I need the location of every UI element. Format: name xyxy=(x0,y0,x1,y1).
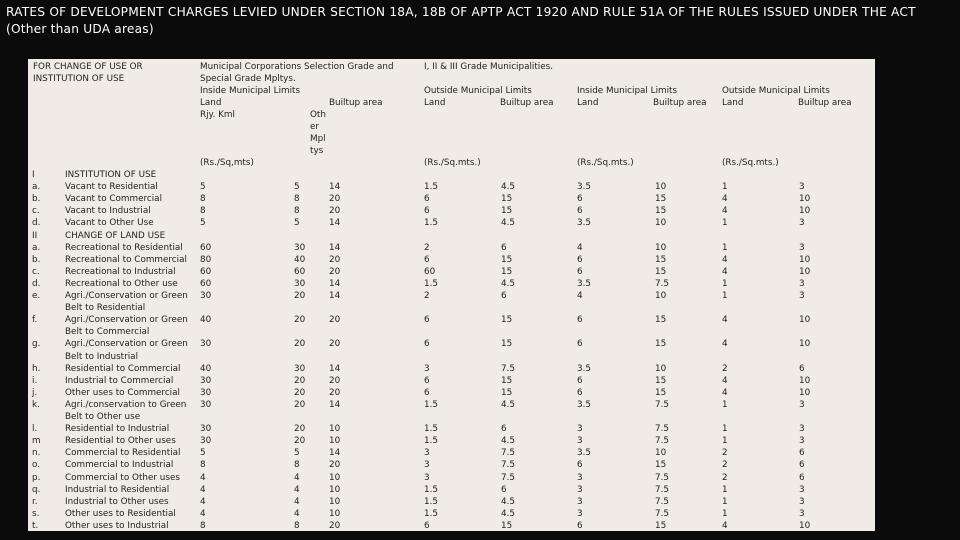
inside-builtup: 7.5 xyxy=(655,278,669,289)
row-index: f. xyxy=(32,315,38,326)
row-description: Vacant to Commercial xyxy=(65,194,163,205)
outside-land-2: 1 xyxy=(722,242,728,253)
row-index: e. xyxy=(32,291,41,301)
inside-land: 6 xyxy=(577,206,583,217)
rate-rjy-kml: 60 xyxy=(200,242,212,253)
outside-land-2: 1 xyxy=(722,218,728,229)
rate-builtup: 20 xyxy=(329,315,341,326)
inside-land: 6 xyxy=(577,266,583,277)
inside-land: 3 xyxy=(577,424,583,435)
rate-builtup: 20 xyxy=(329,266,341,277)
rate-other-mpltys: 8 xyxy=(294,206,300,217)
outside-builtup-2: 3 xyxy=(799,182,805,193)
header-unit-1: (Rs./Sq,mts) xyxy=(200,158,254,168)
outside-builtup-2: 3 xyxy=(799,242,805,253)
inside-land: 3 xyxy=(577,508,583,519)
header-inside-limits: Inside Municipal Limits xyxy=(200,86,301,96)
outside-land-2: 1 xyxy=(722,424,728,435)
row-description: INSTITUTION OF USE xyxy=(65,170,157,180)
outside-builtup-2: 10 xyxy=(799,266,811,277)
outside-land-1: 3 xyxy=(424,363,430,374)
outside-builtup-1: 6 xyxy=(501,484,507,495)
outside-builtup-1: 4.5 xyxy=(501,218,515,229)
rate-rjy-kml: 60 xyxy=(200,278,212,289)
outside-builtup-1: 15 xyxy=(501,315,513,326)
outside-land-2: 1 xyxy=(722,291,728,301)
inside-builtup: 15 xyxy=(655,315,667,326)
outside-land-1: 6 xyxy=(424,315,430,326)
row-description: CHANGE OF LAND USE xyxy=(65,230,166,241)
outside-land-1: 3 xyxy=(424,460,430,471)
outside-land-1: 1.5 xyxy=(424,278,438,289)
inside-land: 4 xyxy=(577,242,583,253)
outside-builtup-1: 4.5 xyxy=(501,508,515,519)
row-description: Agri./Conservation or Green xyxy=(65,339,188,350)
row-description: Vacant to Industrial xyxy=(65,206,151,217)
rate-other-mpltys: 30 xyxy=(294,242,306,253)
header-land-3: Land xyxy=(577,98,599,108)
row-index: c. xyxy=(32,266,40,277)
row-index: o. xyxy=(32,460,41,471)
rate-builtup: 20 xyxy=(329,206,341,217)
header-er: er xyxy=(310,122,320,132)
rate-rjy-kml: 30 xyxy=(200,291,212,301)
row-index: b. xyxy=(32,254,41,265)
rate-builtup: 14 xyxy=(329,363,341,374)
outside-land-1: 6 xyxy=(424,194,430,205)
header-land: Land xyxy=(200,98,222,108)
rate-rjy-kml: 5 xyxy=(200,218,206,229)
outside-builtup-1: 6 xyxy=(501,424,507,435)
outside-land-1: 1.5 xyxy=(424,182,438,193)
inside-builtup: 7.5 xyxy=(655,484,669,495)
rate-other-mpltys: 20 xyxy=(294,375,306,386)
inside-land: 6 xyxy=(577,387,583,398)
rate-other-mpltys: 4 xyxy=(294,484,300,495)
outside-land-2: 1 xyxy=(722,182,728,193)
rates-table xyxy=(28,59,875,531)
outside-land-2: 1 xyxy=(722,399,728,410)
rate-rjy-kml: 30 xyxy=(200,436,212,447)
row-description: Other uses to Commercial xyxy=(65,387,180,398)
inside-builtup: 15 xyxy=(655,254,667,265)
inside-builtup: 15 xyxy=(655,266,667,277)
rate-rjy-kml: 80 xyxy=(200,254,212,265)
inside-land: 3 xyxy=(577,472,583,483)
rate-rjy-kml: 60 xyxy=(200,266,212,277)
inside-builtup: 10 xyxy=(655,448,667,459)
outside-land-1: 60 xyxy=(424,266,436,277)
outside-builtup-1: 7.5 xyxy=(501,448,515,459)
outside-builtup-2: 3 xyxy=(799,399,805,410)
outside-builtup-1: 7.5 xyxy=(501,363,515,374)
outside-land-1: 6 xyxy=(424,375,430,386)
rate-other-mpltys: 4 xyxy=(294,472,300,483)
outside-land-2: 1 xyxy=(722,496,728,507)
rate-builtup: 20 xyxy=(329,339,341,350)
inside-builtup: 7.5 xyxy=(655,399,669,410)
rate-builtup: 10 xyxy=(329,472,341,483)
header-unit-3: (Rs./Sq.mts.) xyxy=(577,158,634,168)
rate-builtup: 20 xyxy=(329,387,341,398)
outside-land-1: 6 xyxy=(424,206,430,217)
outside-land-1: 2 xyxy=(424,291,430,301)
header-unit-4: (Rs./Sq.mts.) xyxy=(722,158,779,168)
header-corporations-line1: Municipal Corporations Selection Grade and xyxy=(200,62,394,72)
rate-other-mpltys: 20 xyxy=(294,424,306,435)
inside-builtup: 10 xyxy=(655,242,667,253)
inside-builtup: 15 xyxy=(655,520,667,531)
outside-builtup-1: 4.5 xyxy=(501,436,515,447)
row-description: Belt to Commercial xyxy=(65,327,150,338)
rate-builtup: 10 xyxy=(329,424,341,435)
row-description: Other uses to Residential xyxy=(65,508,176,519)
outside-builtup-1: 15 xyxy=(501,520,513,531)
inside-builtup: 15 xyxy=(655,387,667,398)
rate-rjy-kml: 4 xyxy=(200,484,206,495)
outside-land-2: 4 xyxy=(722,387,728,398)
outside-land-2: 4 xyxy=(722,375,728,386)
rate-builtup: 10 xyxy=(329,436,341,447)
rate-builtup: 14 xyxy=(329,278,341,289)
header-rjy-kml: Rjy. Kml xyxy=(200,110,235,120)
outside-builtup-2: 6 xyxy=(799,448,805,459)
rate-other-mpltys: 30 xyxy=(294,278,306,289)
rate-other-mpltys: 8 xyxy=(294,194,300,205)
row-description: Residential to Other uses xyxy=(65,436,176,447)
rate-rjy-kml: 4 xyxy=(200,472,206,483)
rate-builtup: 14 xyxy=(329,182,341,193)
rate-rjy-kml: 30 xyxy=(200,339,212,350)
header-oth: Oth xyxy=(310,110,326,120)
rate-rjy-kml: 8 xyxy=(200,520,206,531)
outside-land-1: 1.5 xyxy=(424,484,438,495)
rate-rjy-kml: 8 xyxy=(200,460,206,471)
row-description: Commercial to Industrial xyxy=(65,460,174,471)
rate-other-mpltys: 60 xyxy=(294,266,306,277)
rate-rjy-kml: 30 xyxy=(200,375,212,386)
header-corporations-line2: Special Grade Mpltys. xyxy=(200,74,296,84)
rate-builtup: 10 xyxy=(329,484,341,495)
row-index: i. xyxy=(32,375,38,386)
row-description: Residential to Commercial xyxy=(65,363,181,374)
outside-builtup-1: 15 xyxy=(501,339,513,350)
inside-builtup: 10 xyxy=(655,182,667,193)
row-index: r. xyxy=(32,496,38,507)
row-index: s. xyxy=(32,508,40,519)
row-index: I xyxy=(32,170,35,180)
row-index: h. xyxy=(32,363,41,374)
rate-other-mpltys: 5 xyxy=(294,218,300,229)
header-builtup-2: Builtup area xyxy=(500,98,554,108)
row-description: Recreational to Other use xyxy=(65,278,178,289)
row-index: t. xyxy=(32,520,39,531)
inside-land: 3 xyxy=(577,496,583,507)
row-description: Industrial to Other uses xyxy=(65,496,169,507)
rate-builtup: 20 xyxy=(329,254,341,265)
header-use-type: FOR CHANGE OF USE OR INSTITUTION OF USE xyxy=(33,62,143,84)
rate-rjy-kml: 4 xyxy=(200,508,206,519)
outside-builtup-1: 4.5 xyxy=(501,496,515,507)
outside-land-2: 4 xyxy=(722,206,728,217)
row-index: II xyxy=(32,230,38,241)
inside-builtup: 15 xyxy=(655,339,667,350)
row-description: Other uses to Industrial xyxy=(65,520,169,531)
rate-other-mpltys: 20 xyxy=(294,339,306,350)
rate-builtup: 20 xyxy=(329,460,341,471)
rate-other-mpltys: 4 xyxy=(294,508,300,519)
outside-builtup-2: 3 xyxy=(799,291,805,301)
inside-land: 6 xyxy=(577,194,583,205)
row-description: Recreational to Residential xyxy=(65,242,183,253)
outside-builtup-2: 3 xyxy=(799,508,805,519)
outside-land-1: 6 xyxy=(424,339,430,350)
outside-builtup-1: 15 xyxy=(501,266,513,277)
row-description: Vacant to Residential xyxy=(65,182,158,193)
rate-builtup: 10 xyxy=(329,508,341,519)
inside-land: 3 xyxy=(577,436,583,447)
row-index: m xyxy=(32,436,41,447)
row-description: Recreational to Industrial xyxy=(65,266,176,277)
rate-rjy-kml: 8 xyxy=(200,194,206,205)
inside-builtup: 10 xyxy=(655,218,667,229)
rate-rjy-kml: 8 xyxy=(200,206,206,217)
outside-builtup-1: 4.5 xyxy=(501,399,515,410)
row-index: a. xyxy=(32,182,41,193)
header-outside-limits-2: Outside Municipal Limits xyxy=(722,86,830,96)
inside-builtup: 15 xyxy=(655,194,667,205)
inside-builtup: 10 xyxy=(655,291,667,301)
inside-land: 3.5 xyxy=(577,278,591,289)
rate-other-mpltys: 20 xyxy=(294,436,306,447)
rate-builtup: 14 xyxy=(329,399,341,410)
row-index: k. xyxy=(32,399,40,410)
outside-builtup-1: 6 xyxy=(501,291,507,301)
rate-rjy-kml: 40 xyxy=(200,315,212,326)
inside-land: 3.5 xyxy=(577,399,591,410)
outside-land-2: 4 xyxy=(722,520,728,531)
rate-rjy-kml: 40 xyxy=(200,363,212,374)
inside-builtup: 10 xyxy=(655,363,667,374)
outside-builtup-2: 10 xyxy=(799,387,811,398)
outside-land-1: 3 xyxy=(424,472,430,483)
row-description: Belt to Industrial xyxy=(65,351,139,362)
row-description: Agri./conservation to Green xyxy=(65,399,187,410)
rate-other-mpltys: 20 xyxy=(294,291,306,301)
outside-land-2: 4 xyxy=(722,254,728,265)
outside-land-2: 4 xyxy=(722,266,728,277)
outside-land-1: 1.5 xyxy=(424,496,438,507)
outside-land-2: 2 xyxy=(722,448,728,459)
inside-builtup: 7.5 xyxy=(655,424,669,435)
inside-builtup: 7.5 xyxy=(655,436,669,447)
inside-land: 6 xyxy=(577,339,583,350)
outside-builtup-2: 10 xyxy=(799,339,811,350)
outside-land-2: 1 xyxy=(722,278,728,289)
rate-rjy-kml: 5 xyxy=(200,448,206,459)
rate-builtup: 10 xyxy=(329,496,341,507)
outside-land-1: 6 xyxy=(424,520,430,531)
outside-builtup-2: 3 xyxy=(799,218,805,229)
inside-builtup: 15 xyxy=(655,375,667,386)
header-land-2: Land xyxy=(424,98,446,108)
rate-builtup: 14 xyxy=(329,291,341,301)
row-description: Commercial to Other uses xyxy=(65,472,180,483)
header-mpl: Mpl xyxy=(310,134,326,144)
outside-builtup-2: 3 xyxy=(799,278,805,289)
outside-land-1: 1.5 xyxy=(424,436,438,447)
row-index: p. xyxy=(32,472,41,483)
row-description: Vacant to Other Use xyxy=(65,218,154,229)
inside-builtup: 7.5 xyxy=(655,472,669,483)
inside-land: 3.5 xyxy=(577,182,591,193)
row-index: q. xyxy=(32,484,41,495)
inside-land: 4 xyxy=(577,291,583,301)
outside-builtup-1: 7.5 xyxy=(501,472,515,483)
outside-builtup-1: 15 xyxy=(501,194,513,205)
rate-other-mpltys: 20 xyxy=(294,315,306,326)
outside-land-2: 2 xyxy=(722,363,728,374)
row-description: Residential to Industrial xyxy=(65,424,170,435)
outside-builtup-2: 10 xyxy=(799,315,811,326)
rate-rjy-kml: 4 xyxy=(200,496,206,507)
rate-other-mpltys: 8 xyxy=(294,460,300,471)
outside-land-2: 2 xyxy=(722,460,728,471)
row-index: d. xyxy=(32,278,41,289)
inside-land: 6 xyxy=(577,520,583,531)
inside-land: 3 xyxy=(577,484,583,495)
outside-builtup-2: 10 xyxy=(799,520,811,531)
header-unit-2: (Rs./Sq.mts.) xyxy=(424,158,481,168)
outside-builtup-2: 10 xyxy=(799,375,811,386)
outside-land-2: 4 xyxy=(722,194,728,205)
header-grade-municipalities: I, II & III Grade Municipalities. xyxy=(424,62,554,72)
row-index: d. xyxy=(32,218,41,229)
row-index: a. xyxy=(32,242,41,253)
rate-other-mpltys: 5 xyxy=(294,448,300,459)
outside-builtup-2: 3 xyxy=(799,436,805,447)
outside-builtup-2: 6 xyxy=(799,460,805,471)
outside-land-1: 3 xyxy=(424,448,430,459)
slide-title: RATES OF DEVELOPMENT CHARGES LEVIED UNDER SECTION 18A, 18B OF APTP ACT 1920 AND RULE 51A OF THE RULES ISSUED UNDER THE ACT (Other than UDA areas) xyxy=(6,5,916,36)
outside-builtup-2: 6 xyxy=(799,363,805,374)
outside-builtup-1: 15 xyxy=(501,387,513,398)
outside-builtup-2: 3 xyxy=(799,484,805,495)
header-builtup-3: Builtup area xyxy=(653,98,707,108)
inside-builtup: 15 xyxy=(655,206,667,217)
outside-builtup-2: 10 xyxy=(799,254,811,265)
header-land-4: Land xyxy=(722,98,744,108)
row-index: l. xyxy=(32,424,38,435)
row-description: Belt to Residential xyxy=(65,303,146,314)
outside-builtup-2: 10 xyxy=(799,194,811,205)
header-builtup-4: Builtup area xyxy=(798,98,852,108)
inside-land: 6 xyxy=(577,315,583,326)
rate-rjy-kml: 30 xyxy=(200,424,212,435)
rate-builtup: 20 xyxy=(329,375,341,386)
outside-land-2: 4 xyxy=(722,339,728,350)
rate-other-mpltys: 30 xyxy=(294,363,306,374)
rate-builtup: 14 xyxy=(329,218,341,229)
row-description: Commercial to Residential xyxy=(65,448,181,459)
inside-land: 3.5 xyxy=(577,218,591,229)
outside-land-1: 1.5 xyxy=(424,399,438,410)
rate-other-mpltys: 40 xyxy=(294,254,306,265)
rate-other-mpltys: 20 xyxy=(294,399,306,410)
rate-rjy-kml: 30 xyxy=(200,399,212,410)
header-outside-limits-1: Outside Municipal Limits xyxy=(424,86,532,96)
outside-land-1: 6 xyxy=(424,387,430,398)
row-description: Industrial to Commercial xyxy=(65,375,174,386)
header-tys: tys xyxy=(310,146,324,156)
outside-land-2: 1 xyxy=(722,484,728,495)
inside-builtup: 7.5 xyxy=(655,496,669,507)
row-description: Agri./Conservation or Green xyxy=(65,315,188,326)
outside-builtup-2: 6 xyxy=(799,472,805,483)
outside-builtup-2: 10 xyxy=(799,206,811,217)
inside-builtup: 15 xyxy=(655,460,667,471)
outside-builtup-2: 3 xyxy=(799,424,805,435)
outside-builtup-1: 15 xyxy=(501,254,513,265)
outside-land-1: 6 xyxy=(424,254,430,265)
inside-land: 6 xyxy=(577,375,583,386)
row-index: j. xyxy=(32,387,38,398)
outside-land-2: 1 xyxy=(722,508,728,519)
outside-builtup-1: 4.5 xyxy=(501,278,515,289)
rate-builtup: 14 xyxy=(329,448,341,459)
row-index: b. xyxy=(32,194,41,205)
row-index: c. xyxy=(32,206,40,217)
inside-land: 6 xyxy=(577,254,583,265)
row-index: g. xyxy=(32,339,41,350)
outside-builtup-1: 7.5 xyxy=(501,460,515,471)
outside-land-1: 2 xyxy=(424,242,430,253)
rate-other-mpltys: 20 xyxy=(294,387,306,398)
outside-land-1: 1.5 xyxy=(424,218,438,229)
outside-land-2: 2 xyxy=(722,472,728,483)
row-description: Industrial to Residential xyxy=(65,484,170,495)
outside-land-2: 1 xyxy=(722,436,728,447)
row-description: Recreational to Commercial xyxy=(65,254,187,265)
rate-other-mpltys: 8 xyxy=(294,520,300,531)
header-inside-limits-2: Inside Municipal Limits xyxy=(577,86,678,96)
inside-land: 3.5 xyxy=(577,363,591,374)
inside-builtup: 7.5 xyxy=(655,508,669,519)
outside-builtup-1: 6 xyxy=(501,242,507,253)
outside-land-1: 1.5 xyxy=(424,508,438,519)
row-index: n. xyxy=(32,448,41,459)
rate-other-mpltys: 4 xyxy=(294,496,300,507)
rate-rjy-kml: 30 xyxy=(200,387,212,398)
rate-builtup: 20 xyxy=(329,520,341,531)
inside-land: 3.5 xyxy=(577,448,591,459)
header-builtup: Builtup area xyxy=(329,98,383,108)
rate-other-mpltys: 5 xyxy=(294,182,300,193)
rate-rjy-kml: 5 xyxy=(200,182,206,193)
inside-land: 6 xyxy=(577,460,583,471)
rate-builtup: 20 xyxy=(329,194,341,205)
rate-builtup: 14 xyxy=(329,242,341,253)
outside-builtup-1: 15 xyxy=(501,206,513,217)
outside-builtup-1: 4.5 xyxy=(501,182,515,193)
outside-builtup-1: 15 xyxy=(501,375,513,386)
outside-land-2: 4 xyxy=(722,315,728,326)
row-description: Agri./Conservation or Green xyxy=(65,291,188,301)
row-description: Belt to Other use xyxy=(65,412,141,422)
outside-builtup-2: 3 xyxy=(799,496,805,507)
outside-land-1: 1.5 xyxy=(424,424,438,435)
